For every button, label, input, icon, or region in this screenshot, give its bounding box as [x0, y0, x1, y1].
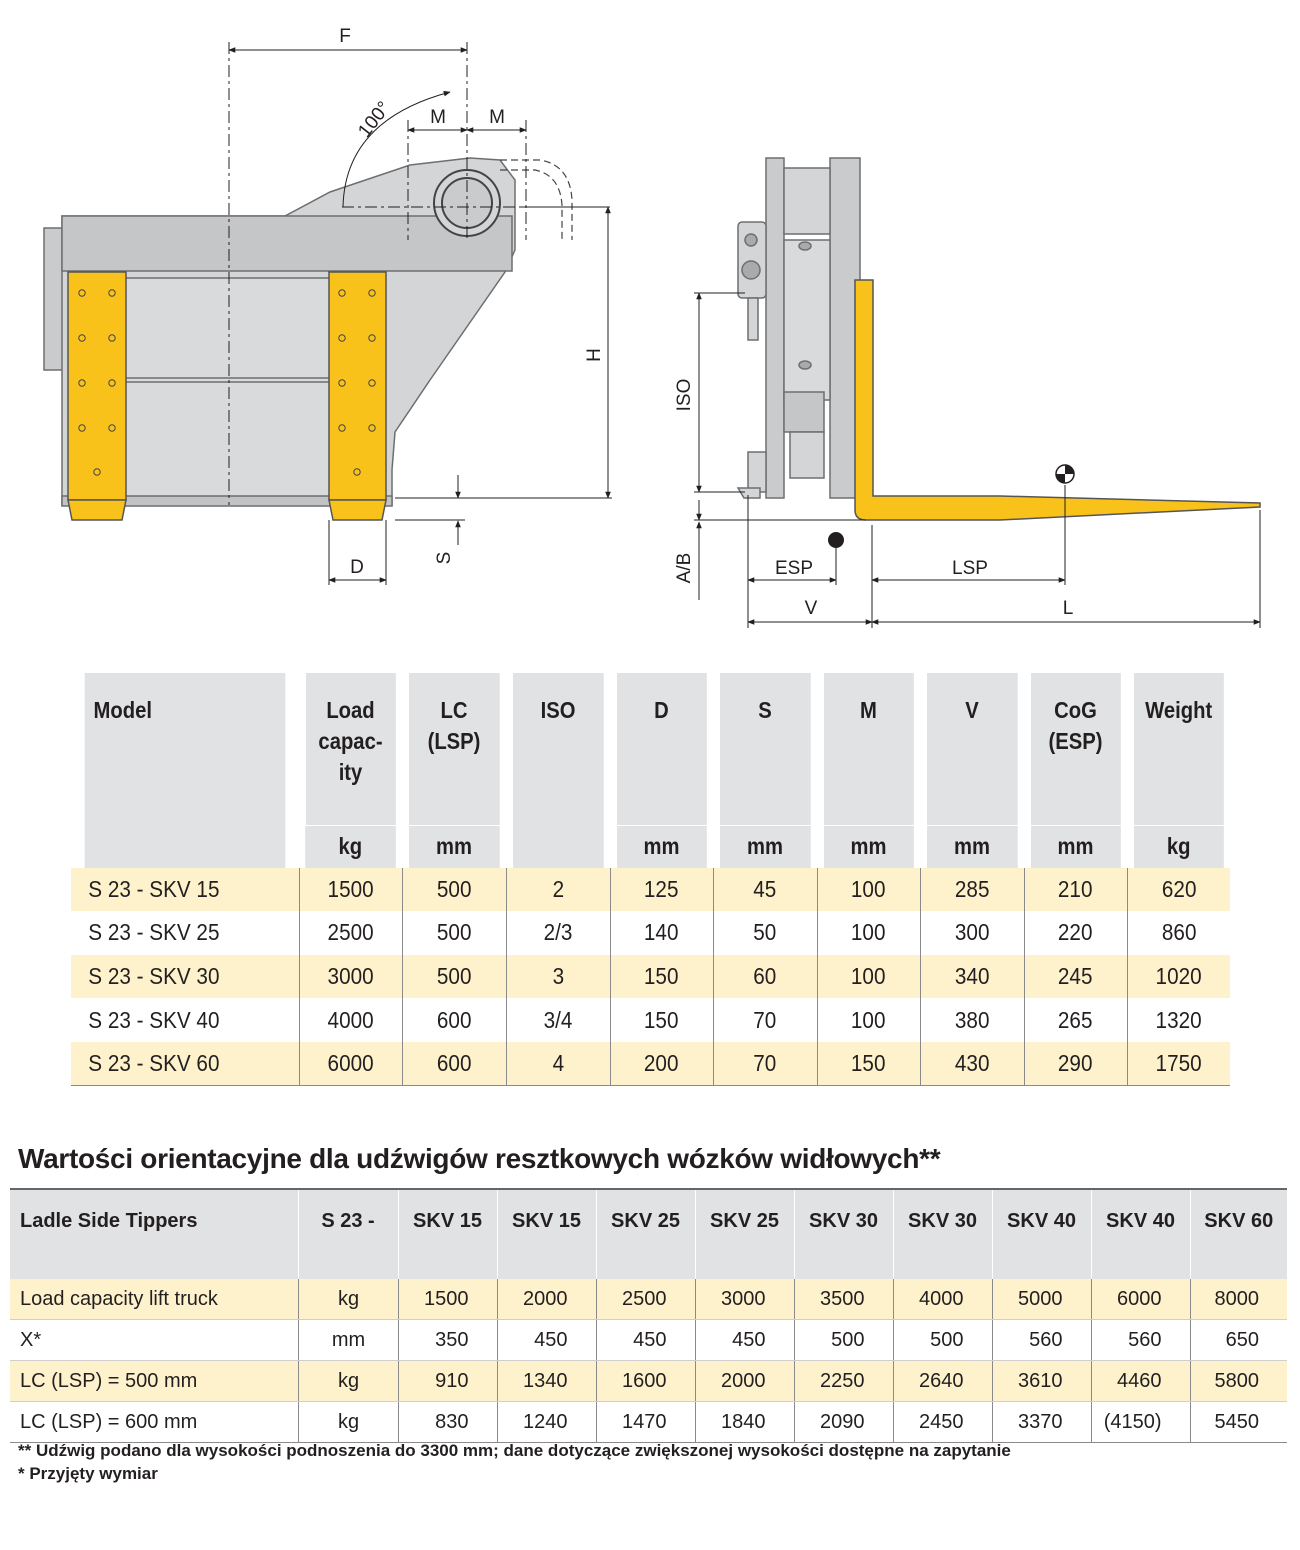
spec-cell: 100	[817, 911, 920, 955]
spec-header-iso: ISO	[512, 673, 604, 868]
residual-cell: 560	[1091, 1320, 1190, 1361]
spec-cell: 600	[402, 1042, 506, 1086]
spec-cell: 70	[713, 1042, 817, 1086]
residual-cell: 3500	[794, 1279, 893, 1320]
residual-cell: 1840	[695, 1402, 794, 1443]
dim-label-iso: ISO	[674, 378, 695, 412]
dim-label-f: F	[339, 26, 351, 47]
spec-cell: 6000	[299, 1042, 402, 1086]
spec-cell: 100	[817, 868, 920, 912]
spec-cell: 290	[1024, 1042, 1127, 1086]
cog-marker	[828, 532, 844, 548]
spec-cell: 860	[1127, 911, 1230, 955]
residual-row-unit: kg	[298, 1402, 398, 1443]
spec-cell: 100	[817, 955, 920, 999]
residual-cell: 1500	[398, 1279, 497, 1320]
spec-cell: 1320	[1127, 998, 1230, 1042]
residual-cell: 2000	[695, 1361, 794, 1402]
footnote-single-star: * Przyjęty wymiar	[18, 1464, 158, 1483]
spec-unit-s: mm	[719, 825, 811, 868]
residual-header-model: SKV 60	[1190, 1189, 1287, 1279]
spec-cell: 125	[610, 868, 713, 912]
spec-cell: 430	[920, 1042, 1024, 1086]
dim-label-ab: A/B	[674, 552, 695, 584]
spec-cell: 265	[1024, 998, 1127, 1042]
residual-cell: 4000	[893, 1279, 992, 1320]
residual-row	[10, 1361, 1287, 1402]
spec-cell: 200	[610, 1042, 713, 1086]
spec-unit-lc-lsp: mm	[408, 825, 500, 868]
residual-row	[10, 1320, 1287, 1361]
spec-header-load-capacity: Load capac- ity	[305, 673, 396, 825]
residual-row-label: LC (LSP) = 600 mm	[10, 1402, 298, 1443]
residual-cell: 2450	[893, 1402, 992, 1443]
residual-cell: 6000	[1091, 1279, 1190, 1320]
spec-unit-m: mm	[823, 825, 914, 868]
residual-cell: 1470	[596, 1402, 695, 1443]
residual-cell: 500	[794, 1320, 893, 1361]
dim-label-esp: ESP	[774, 558, 814, 579]
spec-cell: 100	[817, 998, 920, 1042]
dim-label-h: H	[584, 348, 605, 362]
front-view	[44, 158, 572, 520]
spec-header-row	[71, 673, 1230, 825]
spec-cell: 340	[920, 955, 1024, 999]
residual-cell: 2090	[794, 1402, 893, 1443]
residual-capacity-table	[10, 1188, 1287, 1443]
spec-table	[71, 673, 1230, 1086]
spec-header-model: Model	[85, 673, 286, 868]
residual-header-model: SKV 25	[596, 1189, 695, 1279]
residual-row-label: Load capacity lift truck	[10, 1279, 298, 1320]
spec-unit-weight: kg	[1133, 825, 1224, 868]
residual-cell: 3000	[695, 1279, 794, 1320]
residual-cell: 1600	[596, 1361, 695, 1402]
footnote-double-star: ** Udźwig podano dla wysokości podnoszenia do 3300 mm; dane dotyczące zwiększonej wysokości dostępne na zapytanie	[18, 1441, 1011, 1460]
spec-header-m: M	[823, 673, 914, 825]
dim-label-l: L	[1062, 598, 1074, 619]
spec-unit-cog-esp: mm	[1030, 825, 1121, 868]
spec-row	[71, 955, 1230, 999]
spec-cell: 500	[402, 955, 506, 999]
spec-cell: 600	[402, 998, 506, 1042]
residual-header-title: Ladle Side Tippers	[10, 1189, 298, 1279]
spec-cell-model: S 23 - SKV 40	[88, 1006, 220, 1033]
residual-cell: 4460	[1091, 1361, 1190, 1402]
spec-header-s: S	[719, 673, 811, 825]
spec-cell: 285	[920, 868, 1024, 912]
residual-cell: 450	[695, 1320, 794, 1361]
spec-row	[71, 868, 1230, 912]
spec-cell-model: S 23 - SKV 60	[71, 1042, 299, 1086]
dim-label-angle: 100°	[354, 97, 395, 142]
residual-header-row	[10, 1189, 1287, 1279]
spec-header-d: D	[616, 673, 707, 825]
residual-header-model: SKV 15	[497, 1189, 596, 1279]
spec-row	[71, 1042, 1230, 1086]
technical-drawing	[0, 0, 1300, 650]
spec-cell: 3000	[299, 955, 402, 999]
residual-header-model: SKV 30	[893, 1189, 992, 1279]
section-title: Wartości orientacyjne dla udźwigów resztkowych wózków widłowych**	[18, 1143, 941, 1174]
residual-header-series: S 23 -	[298, 1189, 398, 1279]
spec-cell: 380	[920, 998, 1024, 1042]
spec-cell-model: S 23 - SKV 30	[71, 955, 299, 999]
residual-header-model: SKV 40	[992, 1189, 1091, 1279]
spec-cell: 150	[610, 955, 713, 999]
residual-row-unit: kg	[298, 1361, 398, 1402]
spec-unit-d: mm	[616, 825, 707, 868]
residual-row-unit: mm	[298, 1320, 398, 1361]
residual-cell: 1340	[497, 1361, 596, 1402]
dim-label-d: D	[350, 557, 364, 578]
residual-header-model: SKV 25	[695, 1189, 794, 1279]
spec-cell: 1500	[299, 868, 402, 912]
dim-label-s: S	[434, 551, 455, 565]
spec-header-cog-esp: CoG (ESP)	[1030, 673, 1121, 825]
spec-cell: 1750	[1127, 1042, 1230, 1086]
residual-row	[10, 1402, 1287, 1443]
residual-header-model: SKV 40	[1091, 1189, 1190, 1279]
spec-header-v: V	[926, 673, 1018, 825]
side-view	[738, 158, 1260, 520]
residual-cell: 3610	[992, 1361, 1091, 1402]
spec-cell: 500	[402, 868, 506, 912]
spec-cell: 70	[713, 998, 817, 1042]
spec-cell: 2	[506, 868, 610, 912]
residual-cell: 1240	[497, 1402, 596, 1443]
residual-cell: 5450	[1190, 1402, 1287, 1443]
spec-cell: 210	[1024, 868, 1127, 912]
residual-cell: 5000	[992, 1279, 1091, 1320]
dim-label-lsp: LSP	[952, 558, 988, 579]
dim-label-m-right: M	[489, 107, 505, 128]
residual-row-unit: kg	[298, 1279, 398, 1320]
residual-cell: 450	[497, 1320, 596, 1361]
residual-cell: 500	[893, 1320, 992, 1361]
spec-unit-v: mm	[926, 825, 1018, 868]
residual-cell: 910	[398, 1361, 497, 1402]
spec-header-lc-lsp: LC (LSP)	[408, 673, 500, 825]
residual-header-model: SKV 30	[794, 1189, 893, 1279]
spec-cell: 2/3	[506, 911, 610, 955]
dim-label-v: V	[804, 598, 818, 619]
spec-cell: 245	[1024, 955, 1127, 999]
residual-row-label: X*	[10, 1320, 298, 1361]
spec-row	[71, 911, 1230, 955]
spec-cell: 150	[610, 998, 713, 1042]
spec-cell: 50	[713, 911, 817, 955]
load-centre-marker	[1056, 465, 1074, 483]
spec-cell: 300	[920, 911, 1024, 955]
spec-cell: 140	[610, 911, 713, 955]
spec-cell: 3/4	[506, 998, 610, 1042]
spec-cell: 150	[817, 1042, 920, 1086]
residual-cell: 350	[398, 1320, 497, 1361]
spec-unit-load-capacity: kg	[305, 825, 396, 868]
spec-cell-model: S 23 - SKV 15	[71, 868, 299, 912]
residual-cell: 650	[1190, 1320, 1287, 1361]
residual-cell: 450	[596, 1320, 695, 1361]
dim-label-m-left: M	[430, 107, 446, 128]
spec-cell: 3	[506, 955, 610, 999]
spec-cell: 4000	[299, 998, 402, 1042]
spec-cell: 4	[506, 1042, 610, 1086]
residual-cell: 830	[398, 1402, 497, 1443]
spec-header-weight: Weight	[1133, 673, 1224, 825]
residual-cell: 560	[992, 1320, 1091, 1361]
residual-cell: 5800	[1190, 1361, 1287, 1402]
spec-cell: 220	[1024, 911, 1127, 955]
residual-cell: (4150)	[1091, 1402, 1190, 1443]
spec-cell: 620	[1127, 868, 1230, 912]
residual-cell: 3370	[992, 1402, 1091, 1443]
spec-cell: 1020	[1127, 955, 1230, 999]
residual-cell: 2250	[794, 1361, 893, 1402]
residual-row-label: LC (LSP) = 500 mm	[10, 1361, 298, 1402]
residual-header-model: SKV 15	[398, 1189, 497, 1279]
residual-row	[10, 1279, 1287, 1320]
spec-cell: 60	[713, 955, 817, 999]
residual-cell: 8000	[1190, 1279, 1287, 1320]
spec-row	[71, 998, 1230, 1042]
spec-cell: 45	[713, 868, 817, 912]
spec-cell: 500	[402, 911, 506, 955]
residual-cell: 2500	[596, 1279, 695, 1320]
spec-cell: 2500	[299, 911, 402, 955]
spec-cell-model: S 23 - SKV 25	[88, 919, 220, 946]
residual-cell: 2640	[893, 1361, 992, 1402]
residual-cell: 2000	[497, 1279, 596, 1320]
